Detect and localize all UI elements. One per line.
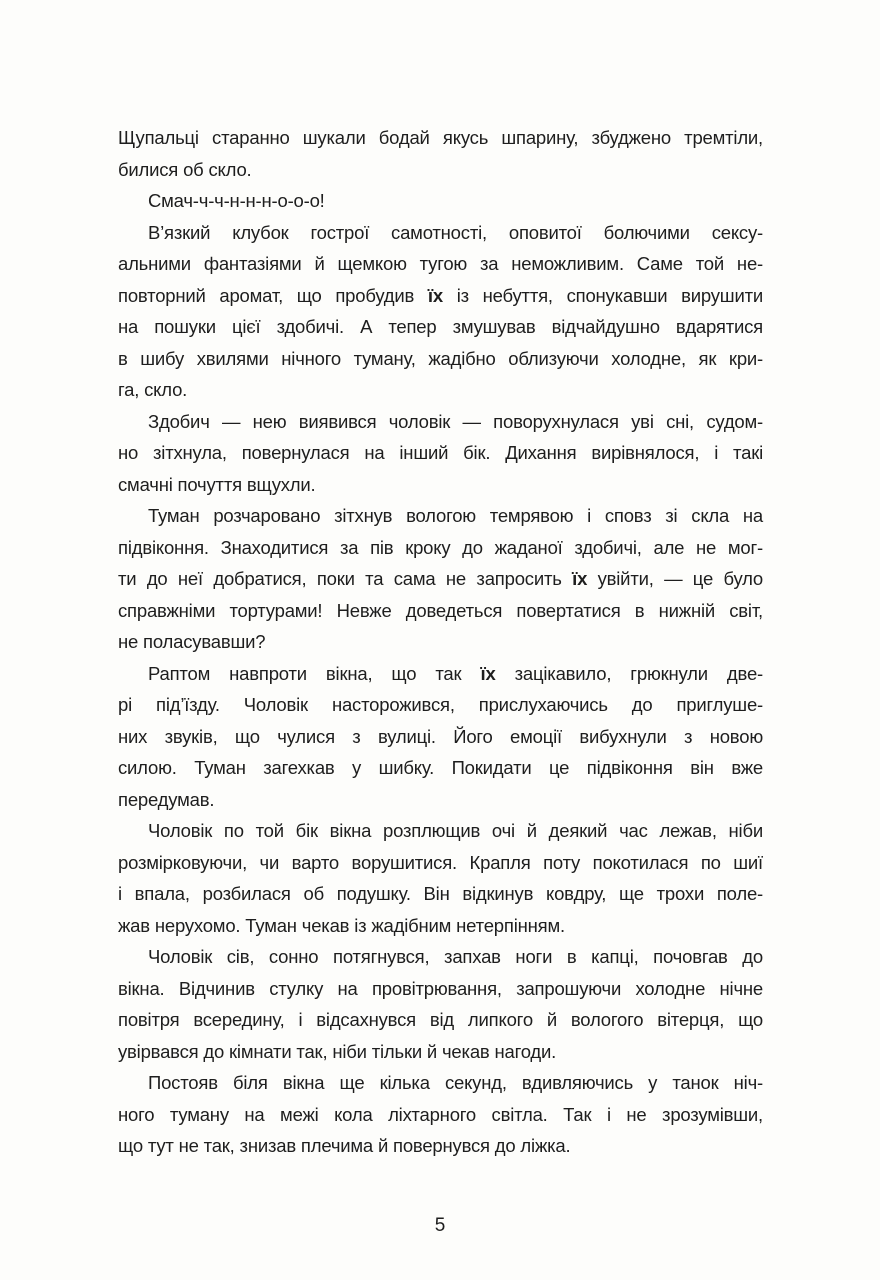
paragraph — [118, 185, 763, 217]
text-line — [118, 847, 763, 879]
emphasized-text: їх — [572, 568, 588, 589]
emphasized-text: їх — [427, 284, 443, 306]
text-line — [118, 406, 763, 438]
text-line — [118, 689, 763, 721]
text-segment: вікна. Відчинив стулку на провітрювання, запрошуючи холодне нічне — [118, 977, 763, 999]
text-segment: повторний аромат, що пробудив — [118, 284, 428, 306]
text-line — [118, 532, 763, 564]
text-line — [118, 721, 763, 753]
text-segment: передумав. — [118, 788, 215, 810]
text-line — [118, 626, 763, 658]
text-line — [118, 185, 763, 217]
paragraph — [118, 941, 763, 1067]
text-line — [118, 311, 763, 343]
text-line — [118, 752, 763, 784]
text-line — [118, 973, 763, 1005]
text-segment: увійти, — це було — [587, 568, 763, 589]
text-segment: Постояв біля вікна ще кілька секунд, вдивляючись у танок ніч- — [148, 1072, 763, 1093]
page-body-text — [118, 122, 763, 1162]
paragraph — [118, 1067, 763, 1162]
emphasized-text: їх — [480, 662, 496, 684]
text-segment: жав нерухомо. Туман чекав із жадібним нетерпінням. — [118, 914, 565, 936]
text-line — [118, 784, 763, 816]
text-line — [118, 154, 763, 186]
text-line — [118, 1004, 763, 1036]
text-line — [118, 563, 763, 595]
text-segment: зацікавило, грюкнули две- — [495, 662, 763, 684]
paragraph — [118, 406, 763, 501]
text-line — [118, 469, 763, 501]
text-segment: підвіконня. Знаходитися за пів кроку до жаданої здобичі, але не мог- — [118, 536, 763, 558]
text-segment: Смач-ч-ч-н-н-н-о-о-о! — [148, 190, 325, 211]
text-segment: увірвався до кімнати так, ніби тільки й чекав нагоди. — [118, 1040, 557, 1062]
text-segment: альними фантазіями й щемкою тугою за неможливим. Саме той не- — [118, 253, 763, 274]
text-segment: Щупальці старанно шукали бодай якусь шпарину, збуджено тремтіли, — [118, 127, 763, 148]
page-number: 5 — [434, 1215, 446, 1236]
text-line — [118, 878, 763, 910]
text-line — [118, 248, 763, 280]
text-line — [118, 374, 763, 406]
text-segment: не поласувавши? — [118, 631, 266, 652]
text-line — [118, 500, 763, 532]
text-line — [118, 1099, 763, 1131]
text-segment: і впала, розбилася об подушку. Він відкинув ковдру, ще трохи поле- — [118, 883, 763, 904]
text-line — [118, 658, 763, 690]
text-segment: ти до неї добратися, поки та сама не запросить — [118, 568, 573, 589]
text-segment: них звуків, що чулися з вулиці. Його емоції вибухнули з новою — [118, 725, 763, 747]
text-segment: на пошуки цієї здобичі. А тепер змушував відчайдушно вдарятися — [118, 316, 763, 337]
text-line — [118, 1130, 763, 1162]
paragraph — [118, 122, 763, 185]
paragraph — [118, 815, 763, 941]
text-segment: Здобич — нею виявився чоловік — поворухнулася уві сні, судом- — [148, 410, 763, 432]
text-segment: В’язкий клубок гострої самотності, оповитої болючими сексу- — [148, 221, 763, 243]
text-line — [118, 343, 763, 375]
text-segment: смачні почуття вщухли. — [118, 473, 316, 495]
text-segment: Чоловік по той бік вікна розплющив очі й деякий час лежав, ніби — [148, 820, 763, 841]
text-segment: силою. Туман загехкав у шибку. Покидати це підвіконня він вже — [118, 757, 763, 778]
text-line — [118, 217, 763, 249]
text-line — [118, 595, 763, 627]
text-line — [118, 815, 763, 847]
text-segment: Раптом навпроти вікна, що так — [148, 662, 481, 684]
text-line — [118, 280, 763, 312]
text-segment: розмірковуючи, чи варто ворушитися. Крапля поту покотилася по шиї — [118, 851, 763, 873]
text-segment: із небуття, спонукавши вирушити — [442, 284, 763, 306]
text-segment: справжніми тортурами! Невже доведеться повертатися в нижній світ, — [118, 599, 763, 621]
paragraph — [118, 658, 763, 816]
text-segment: рі під’їзду. Чоловік насторожився, прислухаючись до приглуше- — [118, 694, 763, 715]
text-segment: но зітхнула, повернулася на інший бік. Дихання вирівнялося, і такі — [118, 442, 763, 463]
text-line — [118, 910, 763, 942]
text-segment: повітря всередину, і відсахнувся від липкого й вологого вітерця, що — [118, 1009, 763, 1030]
text-segment: га, скло. — [118, 379, 188, 400]
text-segment: Чоловік сів, сонно потягнувся, запхав ноги в капці, почовгав до — [148, 946, 763, 967]
text-segment: в шибу хвилями нічного туману, жадібно облизуючи холодне, як кри- — [118, 347, 763, 369]
text-line — [118, 437, 763, 469]
text-segment: що тут не так, знизав плечима й повернувся до ліжка. — [118, 1135, 571, 1156]
text-line — [118, 1067, 763, 1099]
text-segment: ного туману на межі кола ліхтарного світла. Так і не зрозумівши, — [118, 1103, 763, 1125]
text-segment: билися об скло. — [118, 158, 252, 180]
text-segment: Туман розчаровано зітхнув вологою темрявою і сповз зі скла на — [148, 505, 763, 526]
text-line — [118, 122, 763, 154]
text-line — [118, 1036, 763, 1068]
text-line — [118, 941, 763, 973]
paragraph — [118, 500, 763, 658]
paragraph — [118, 217, 763, 406]
